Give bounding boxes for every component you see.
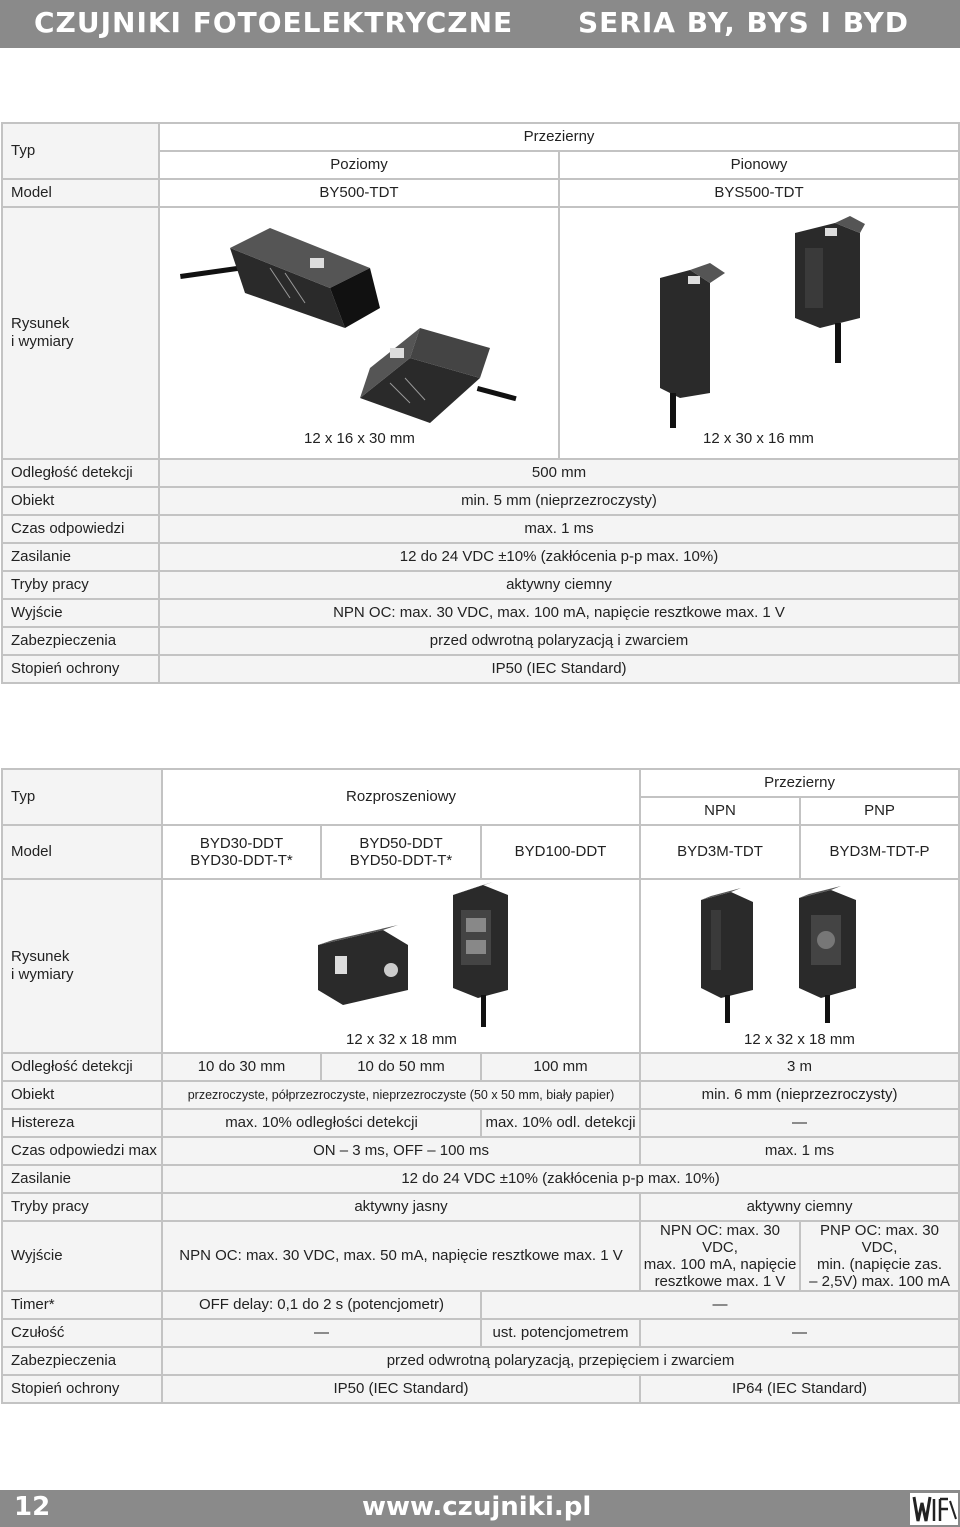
row-label-distance: Odległość detekcji bbox=[2, 459, 159, 487]
t2-response-through: max. 1 ms bbox=[640, 1137, 959, 1165]
page-number: 12 bbox=[14, 1492, 51, 1522]
dimension-vertical: 12 x 30 x 16 mm bbox=[703, 430, 814, 447]
t2-distance-50: 10 do 50 mm bbox=[321, 1053, 481, 1081]
mode-value: aktywny ciemny bbox=[159, 571, 959, 599]
t2-row-label-response: Czas odpowiedzi max bbox=[2, 1137, 162, 1165]
row-label-protection: Zabezpieczenia bbox=[2, 627, 159, 655]
t2-row-label-protection: Zabezpieczenia bbox=[2, 1347, 162, 1375]
t2-timer-dash: — bbox=[481, 1291, 959, 1319]
t2-model-byd3m-tdt-p: BYD3M-TDT-P bbox=[800, 825, 959, 879]
sensor-vertical-image bbox=[560, 208, 956, 438]
t2-sensitivity-b: ust. potencjometrem bbox=[481, 1319, 640, 1347]
model-by500: BY500-TDT bbox=[159, 179, 559, 207]
drawing-horizontal bbox=[159, 207, 559, 459]
t2-sensitivity-c: — bbox=[640, 1319, 959, 1347]
t2-row-label-type: Typ bbox=[2, 769, 162, 825]
t2-npn: NPN bbox=[640, 797, 800, 825]
header-title-right: SERIA BY, BYS I BYD bbox=[578, 6, 910, 39]
object-value: min. 5 mm (nieprzezroczysty) bbox=[159, 487, 959, 515]
distance-value: 500 mm bbox=[159, 459, 959, 487]
t2-object-diffuse: przezroczyste, półprzezroczyste, nieprzezroczyste (50 x 50 mm, biały papier) bbox=[162, 1081, 640, 1109]
header-bar bbox=[0, 0, 960, 48]
t2-row-label-sensitivity: Czułość bbox=[2, 1319, 162, 1347]
row-label-object: Obiekt bbox=[2, 487, 159, 515]
row-label-output: Wyjście bbox=[2, 599, 159, 627]
t2-output-pnp: PNP OC: max. 30 VDC, min. (napięcie zas. – 2,5V) max. 100 mA bbox=[800, 1221, 959, 1291]
row-label-supply: Zasilanie bbox=[2, 543, 159, 571]
row-label-response: Czas odpowiedzi bbox=[2, 515, 159, 543]
footer-url: www.czujniki.pl bbox=[362, 1492, 592, 1522]
t2-timer-value: OFF delay: 0,1 do 2 s (potencjometr) bbox=[162, 1291, 481, 1319]
header-title-left: CZUJNIKI FOTOELEKTRYCZNE bbox=[34, 6, 514, 39]
t2-row-label-output: Wyjście bbox=[2, 1221, 162, 1291]
protection-value: przed odwrotną polaryzacją i zwarciem bbox=[159, 627, 959, 655]
sensor-diffuse-image bbox=[163, 880, 639, 1030]
t2-output-diffuse: NPN OC: max. 30 VDC, max. 50 mA, napięcie resztkowe max. 1 V bbox=[162, 1221, 640, 1291]
t2-model-byd3m-tdt: BYD3M-TDT bbox=[640, 825, 800, 879]
t2-row-label-timer: Timer* bbox=[2, 1291, 162, 1319]
spec-table-1 bbox=[1, 122, 960, 684]
t2-row-label-ip: Stopień ochrony bbox=[2, 1375, 162, 1403]
model-bys500: BYS500-TDT bbox=[559, 179, 959, 207]
orientation-vertical: Pionowy bbox=[559, 151, 959, 179]
output-value: NPN OC: max. 30 VDC, max. 100 mA, napięcie resztkowe max. 1 V bbox=[159, 599, 959, 627]
orientation-horizontal: Poziomy bbox=[159, 151, 559, 179]
t2-hysteresis-c: — bbox=[640, 1109, 959, 1137]
t2-response-diffuse: ON – 3 ms, OFF – 100 ms bbox=[162, 1137, 640, 1165]
row-label-drawing: Rysunek i wymiary bbox=[2, 207, 159, 459]
t2-distance-100: 100 mm bbox=[481, 1053, 640, 1081]
drawing-vertical bbox=[559, 207, 959, 459]
row-label-mode: Tryby pracy bbox=[2, 571, 159, 599]
row-label-model: Model bbox=[2, 179, 159, 207]
supply-value: 12 do 24 VDC ±10% (zakłócenia p-p max. 10%) bbox=[159, 543, 959, 571]
dimension-horizontal: 12 x 16 x 30 mm bbox=[304, 430, 415, 447]
t2-row-label-supply: Zasilanie bbox=[2, 1165, 162, 1193]
t2-row-label-object: Obiekt bbox=[2, 1081, 162, 1109]
sensor-horizontal-image bbox=[160, 208, 556, 438]
t2-model-byd50: BYD50-DDT BYD50-DDT-T* bbox=[321, 825, 481, 879]
type-value: Przezierny bbox=[159, 123, 959, 151]
t2-row-label-model: Model bbox=[2, 825, 162, 879]
t2-row-label-mode: Tryby pracy bbox=[2, 1193, 162, 1221]
t2-sensitivity-a: — bbox=[162, 1319, 481, 1347]
row-label-type: Typ bbox=[2, 123, 159, 179]
t2-model-byd30: BYD30-DDT BYD30-DDT-T* bbox=[162, 825, 321, 879]
t2-ip-diffuse: IP50 (IEC Standard) bbox=[162, 1375, 640, 1403]
t2-mode-diffuse: aktywny jasny bbox=[162, 1193, 640, 1221]
t2-distance-30: 10 do 30 mm bbox=[162, 1053, 321, 1081]
t2-distance-3m: 3 m bbox=[640, 1053, 959, 1081]
t2-dimension-through: 12 x 32 x 18 mm bbox=[744, 1031, 855, 1048]
row-label-ip: Stopień ochrony bbox=[2, 655, 159, 683]
t2-dimension-diffuse: 12 x 32 x 18 mm bbox=[346, 1031, 457, 1048]
t2-hysteresis-b: max. 10% odl. detekcji bbox=[481, 1109, 640, 1137]
t2-object-through: min. 6 mm (nieprzezroczysty) bbox=[640, 1081, 959, 1109]
t2-pnp: PNP bbox=[800, 797, 959, 825]
footer-bar bbox=[0, 1490, 960, 1527]
t2-drawing-diffuse bbox=[162, 879, 640, 1053]
spec-table-2 bbox=[1, 768, 960, 1404]
t2-row-label-hysteresis: Histereza bbox=[2, 1109, 162, 1137]
t2-row-label-distance: Odległość detekcji bbox=[2, 1053, 162, 1081]
t2-hysteresis-a: max. 10% odległości detekcji bbox=[162, 1109, 481, 1137]
t2-drawing-through bbox=[640, 879, 959, 1053]
t2-row-label-drawing: Rysunek i wymiary bbox=[2, 879, 162, 1053]
response-value: max. 1 ms bbox=[159, 515, 959, 543]
t2-type-through: Przezierny bbox=[640, 769, 959, 797]
brand-logo-icon bbox=[910, 1493, 958, 1525]
t2-output-npn: NPN OC: max. 30 VDC, max. 100 mA, napięcie resztkowe max. 1 V bbox=[640, 1221, 800, 1291]
t2-protection-value: przed odwrotną polaryzacją, przepięciem i zwarciem bbox=[162, 1347, 959, 1375]
t2-model-byd100: BYD100-DDT bbox=[481, 825, 640, 879]
sensor-through-image bbox=[641, 880, 957, 1030]
t2-ip-through: IP64 (IEC Standard) bbox=[640, 1375, 959, 1403]
t2-supply-value: 12 do 24 VDC ±10% (zakłócenia p-p max. 10%) bbox=[162, 1165, 959, 1193]
t2-mode-through: aktywny ciemny bbox=[640, 1193, 959, 1221]
ip-value: IP50 (IEC Standard) bbox=[159, 655, 959, 683]
t2-type-diffuse: Rozproszeniowy bbox=[162, 769, 640, 825]
